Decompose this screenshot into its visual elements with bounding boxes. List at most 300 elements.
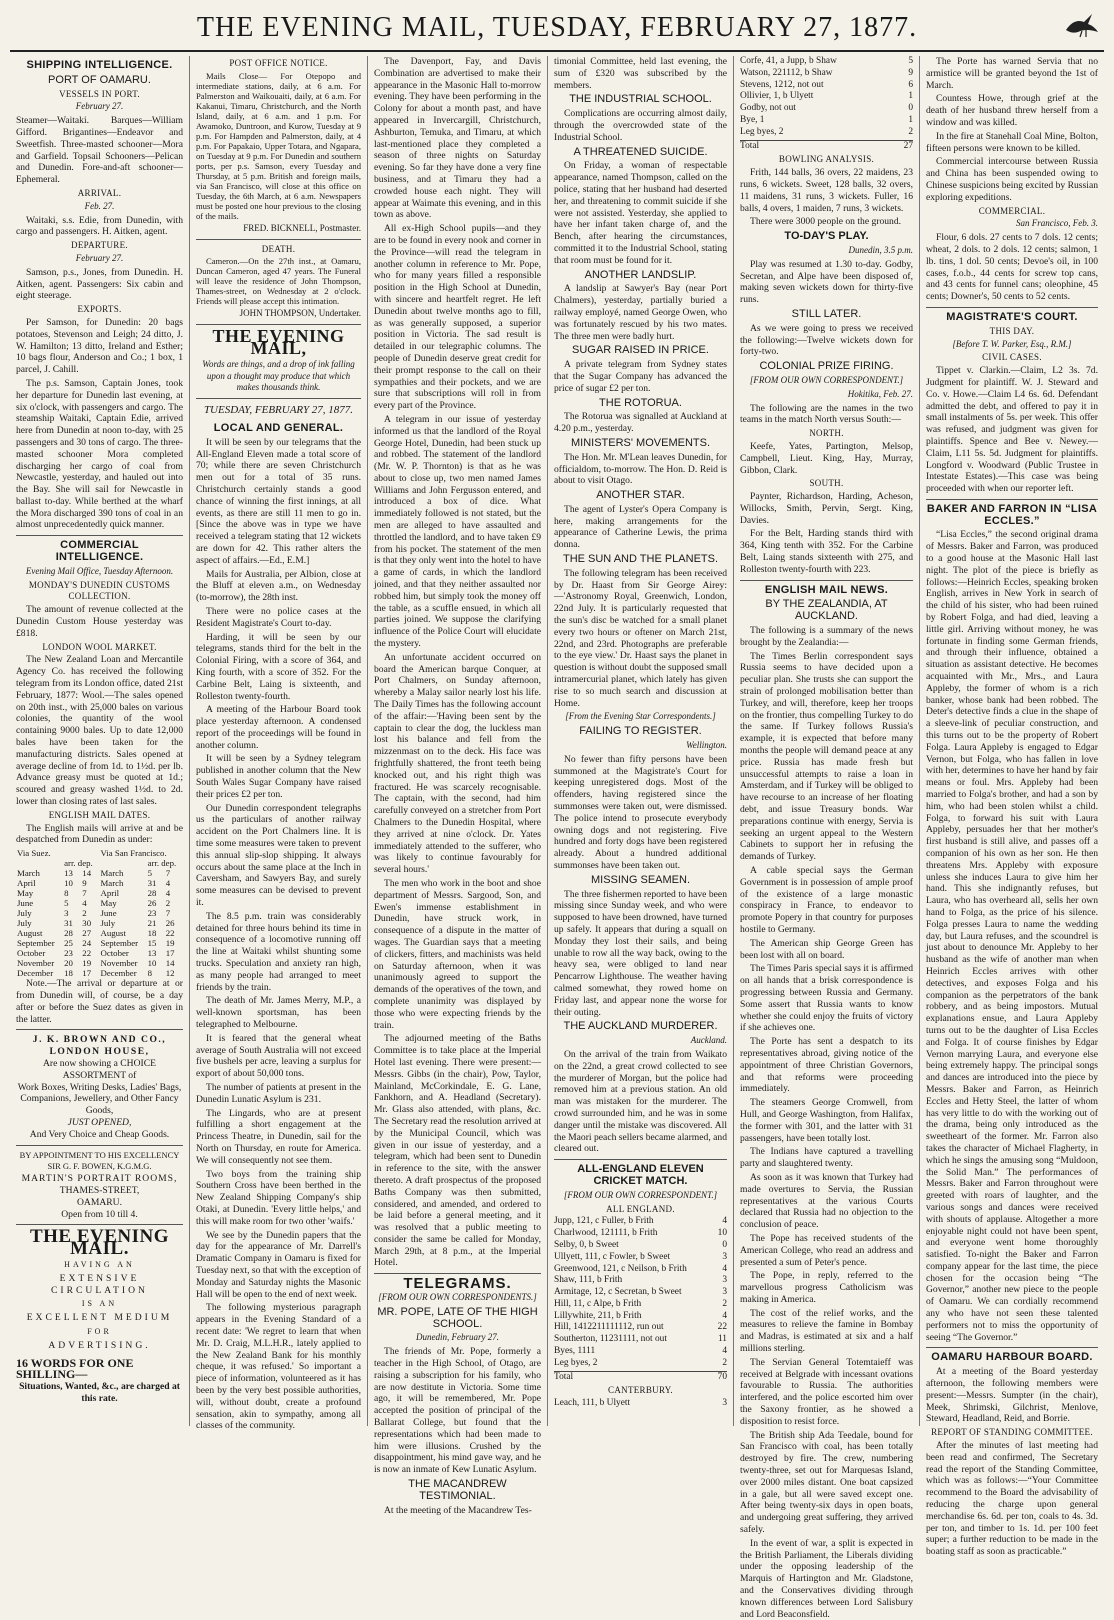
runs: 6 (908, 79, 913, 90)
mail-cell: 13 (147, 948, 157, 959)
local-general-body (196, 437, 361, 1432)
paragraph: There were no police cases at the Resident Magistrate's Court to-day. (196, 605, 361, 629)
ad-line: Open from 10 till 4. (61, 1208, 138, 1220)
mail-cell: September (100, 938, 139, 949)
sugar-text: A private telegram from Sydney states that the Sugar Company has advanced the price of sugar £2 per ton. (554, 359, 727, 394)
mail-cell: 4 (165, 888, 171, 899)
paragraph: The death of Mr. James Merry, M.P., a well-known sportsman, has been telegraphed to Melbourne. (196, 995, 361, 1031)
post-office-heading: POST OFFICE NOTICE. (229, 58, 328, 68)
mail-cell: 28 (147, 888, 157, 899)
mail-head-sf: Via San Francisco. (100, 848, 167, 859)
mail-row (16, 898, 183, 908)
exports-text: Per Samson, for Dunedin: 20 bags potatoes, Stevenson and Leigh; 24 ditto, J. W. Hamilton; 13 ditto, Ireland and Esther; 10 bags flour, Anderson and Co.; 1 box, 1 parcel, J. Cahill. (16, 316, 183, 376)
batsman: Watson, 221112, b Shaw (740, 67, 833, 78)
paragraph: The number of patients at present in the Dunedin Lunatic Asylum is 231. (196, 1082, 361, 1105)
paragraph: Mails for Australia, per Albion, close at the Bluff at eleven a.m., on Wednesday (to-morrow), the 28th inst. (196, 568, 361, 604)
paragraph: A telegram in our issue of yesterday informed us that the landlord of the Royal George Hotel, Dunedin, had been stuck up and robbed. The statement of the landlord (Mr. W. P. Thornton) is that as he was about to close up, two men named James Williams and John Fergusson entered, and introduced a box of dice. What immediately followed is not stated, but the men are alleged to have assaulted and throttled the landlord, and to have taken £9 from his pocket. The statement of the men is that they only went into the hotel to have a game of cards, in which the landlord joined, and that they neither assaulted nor robbed him, but simply took the money off the table, as a scuffle ensued, in which all parties joined. We suppose the clarifying influence of the Police Court will elucidate the mystery. (374, 413, 541, 650)
batsman: Greenwood, 121, c Neilson, b Frith (554, 1263, 687, 1274)
score-row (740, 68, 913, 80)
mail-cell: 27 (82, 928, 92, 939)
macandrew-text: At the meeting of the Macandrew Tes- (384, 1504, 532, 1516)
mail-dates-table (16, 848, 183, 978)
mail-sub: arr. dep. (64, 858, 93, 869)
industrial-heading: THE INDUSTRIAL SCHOOL. (569, 93, 712, 106)
still-later-heading: STILL LATER. (791, 307, 862, 320)
runs: 0 (722, 1239, 727, 1250)
separator (196, 324, 361, 325)
mail-cell: 22 (82, 948, 92, 959)
shipping-notes: The p.s. Samson, Captain Jones, took her departure for Dunedin last evening, at six o'clock, with passengers and cargo. The steamship Waitaki, Captain Edie, arrived here from Dunedin at noon to-day, with 25 passengers and 30 tons of cargo. The three-masted schooner Mora completed discharging her cargo of coal from Newcastle, yesterday, and hauled out into the Bay. She will sail for Newcastle in ballast to-day. While berthed at the wharf the Mora discharged 390 tons of coal in an almost unprecedentedly quick manner. (16, 377, 183, 531)
paragraph: Countess Howe, through grief at the death of her husband threw herself from a window and was killed. (926, 93, 1098, 128)
runs: 0 (908, 103, 913, 114)
mail-cell: 10 (147, 958, 157, 969)
mail-cell: 15 (147, 938, 157, 949)
paragraph: The Porte has sent a despatch to its representatives abroad, giving notice of the appointment of three Christian Governors, and that reforms were proceeding immediately. (740, 1036, 913, 1095)
paragraph: The Indians have captured a travelling party and slaughtered twenty. (740, 1146, 913, 1170)
mail-row (16, 918, 183, 928)
england-total (554, 1371, 727, 1384)
vessels-date: February 27. (75, 101, 124, 112)
mail-cell: 8 (147, 968, 153, 979)
sugar-heading: SUGAR RAISED IN PRICE. (572, 344, 709, 357)
paragraph: The Times Berlin correspondent says Russia seems to have decided upon a peculiar plan. She trusts she can support the strain of prolonged mobilisation better than Turkey, and will, therefore, keep her troops on the frontier, thus compelling Turkey to do the same. If Turkey follows Russia's example, it is expected that before many months the people will demand peace at any price. Russia has made fresh but unsuccessful attempts to raise a loan in Amsterdam, and if Turkey will be obliged to have recourse to an increase of her floating debt, and issue Treasury bonds. War preparations continue with energy, Servia is seeking an urgent appeal to the Western Cabinets to support her in refusing the demands of Turkey. (740, 650, 913, 863)
cricket-heading: ALL-ENGLAND ELEVEN CRICKET MATCH. (577, 1163, 704, 1187)
column-6 (920, 56, 1104, 1558)
score-row (740, 56, 913, 68)
separator (16, 535, 183, 536)
star-heading: ANOTHER STAR. (596, 489, 685, 502)
mail-cell: March (100, 878, 124, 889)
paragraph: The British ship Ada Teedale, bound for San Francisco with coal, has been totally destroyed by fire. The crew, numbering twenty-three, set out for Marquesas Island, over 2000 miles distant. One boat capsized in a gale, but all were saved except one. After being twenty-six days in open boats, and undergoing great suffering, they arrived safely. (740, 1429, 913, 1536)
promo-line: IS AN (81, 1299, 118, 1309)
seamen-heading: MISSING SEAMEN. (590, 873, 691, 886)
commercial-heading: COMMERCIAL INTELLIGENCE. (55, 539, 144, 564)
paragraph: In the fire at Stanehall Coal Mine, Bolton, fifteen persons were known to be killed. (926, 130, 1098, 154)
standing-committee-heading: REPORT OF STANDING COMMITTEE. (931, 1427, 1093, 1438)
runs: 4 (722, 1216, 727, 1227)
star-text: The agent of Lyster's Opera Company is here, making arrangements for the appearance of Catherine Lewis, the prima donna. (554, 503, 727, 551)
suicide-heading: A THREATENED SUICIDE. (573, 145, 708, 158)
mail-cell: 7 (82, 888, 87, 899)
mail-cell: April (17, 878, 36, 889)
runs: 4 (722, 1310, 727, 1321)
editorial-title: THE EVENING MAIL, (212, 326, 345, 358)
ad-line: JUST OPENED, (67, 1116, 132, 1128)
paragraph: An unfortunate accident occurred on board the American barque Conquer, at Port Chalmers, on Sunday afternoon, whereby a Malay sailor nearly lost his life. The Daily Times has the following account of the affair:—'Having been sent by the captain to clear the dog, the luckless man lost his balance and fell from the mizzenmast on to the deck. His face was frightfully shattered, the front teeth being knocked out, and his right thigh was fractured. He was scarcely recognisable. The captain, with the second, had him carefully conveyed on a stretcher from Port Chalmers to the Dunedin Hospital, where they arrived at nine o'clock. Dr. Yates immediately attended to the sufferer, who was likely to continue favourably for several hours.' (374, 651, 541, 876)
batsman: Leach, 111, b Ulyett (554, 1398, 631, 1409)
paragraph: We see by the Dunedin papers that the day for the appearance of Mr. Darrell's Dramatic Company in Oamaru is fixed for Tuesday next, so that with the exception of Monday and Saturday nights the Masonic Hall will be open to the end of next week. (196, 1229, 361, 1300)
play-text: Play was resumed at 1.30 to-day. Godby, Secretan, and Alpe have been disposed of, making seven wickets down for thirty-five runs. (740, 258, 913, 306)
mail-cell: 23 (64, 948, 73, 959)
shipping-heading: SHIPPING INTELLIGENCE. (26, 59, 173, 71)
north-text: Keefe, Yates, Partington, Melsop, Campbell, Lieut. King, Hay, Murray, Gibbon, Clark. (740, 440, 913, 476)
mail-row (16, 968, 183, 978)
port-heading: PORT OF OAMARU. (48, 73, 151, 86)
mail-cell: July (17, 918, 32, 929)
south-text: Paynter, Richardson, Harding, Acheson, Willocks, Smith, Pervin, Sergt. King, Davies. (740, 491, 913, 526)
bowling-note: There were 3000 people on the ground. (750, 216, 902, 228)
mail-cell: 4 (165, 878, 171, 889)
column-3 (368, 56, 548, 1516)
departure-date: February 27. (75, 252, 124, 263)
rotorua-heading: THE ROTORUA. (599, 396, 682, 409)
columns (10, 56, 1104, 1620)
separator (926, 1347, 1098, 1348)
england-scores (554, 1216, 727, 1369)
runs: 10 (717, 1228, 727, 1239)
column-4 (548, 56, 734, 1426)
mail-cell: 31 (64, 918, 73, 929)
martin-advert (16, 1150, 183, 1221)
register-dateline: Wellington. (686, 740, 727, 751)
paragraph: The Lingards, who are at present fulfilling a short engagement at the Princess Theatre, in Dunedin, sail for the North on Thursday, en route for America. We will consequently not see them. (196, 1107, 361, 1166)
baker-farron-text: “Lisa Eccles,” the second original drama of Messrs. Baker and Farron, was produced to a good house at the Masonic Hall last night. The plot of the piece is briefly as follows:—Heinrich Eccles, speaking broken English, arrives in New York in search of the child of his sister, who had been ruined by Robert Folga, and had died, leaving a little girl. Arriving without money, he was fortunate in finding some German friends, and through their influence, obtained a situation as assistant detective. He becomes acquainted with Mr., Mrs., and Laura Appleby, the former of whom is a rich banker, whose bank had been robbed. The Deter's detective finds a clue in the shape of a sleeve-link of peculiar construction, and this turns out to be the property of Robert Folga. Laura Appleby is engaged to Edgar Vernon, but Folga, who has fallen in love with her, determines to have her hand by fair means or foul. Mrs. Appleby had been married to Folga's brother, and had a son by him, who had been stolen whilst a child. Folga, to forward his suit with Laura Appleby, persuades her that her mother's first husband is still alive, and passes off a companion of his own as her son. He then threatens Mrs. Appleby with exposure unless she induces Laura to give him her hand. This she indignantly refuses, but Laura, who has overheard all, sells her own hand to Folga, as the price of his silence. Folga presses Laura to name the wedding day, but Laura refuses, and the scoundrel is just about to denounce Mr. Appleby to her husband as the wife of another man when Heinrich Eccles arrives with other detectives, and exposes Folga and his companion as the perpetrators of the bank robbery, and as being impostors. Mutual explanations ensue, and Laura Appleby turns out to be the daughter of Lisa Eccles and Folga. It of course finishes by Edgar Vernon marrying Laura, and everyone else being extremely happy. The principal songs and dances are introduced into the piece by Messrs. Baker and Farron, as Heinrich Eccles and Hetty Steel, the latter of whom has very little to do with the working out of the drama, being only introduced as the sweetheart of the former. Mr. Farron also takes the character of Michael Flagherty, in which he sings the amusing song “Muldoon, the Solid Man.” The performances of Messrs. Baker and Farron throughout were greeted with roars of laughter, and the various songs and dances were received with shouts of applause. Altogether a more enjoyable night could not have been spent, and everyone went home thoroughly satisfied. To-night the Baker and Farron company appear for the last time, the piece chosen for the occasion being “The Governor,” another new piece to the people of Oamaru. We can cordially recommend any who have not seen these talented performers not to miss the opportunity of seeing “The Governor.” (926, 529, 1098, 1343)
batsman: Leg byes, 2 (554, 1357, 598, 1368)
mail-row (16, 958, 183, 968)
baker-farron-heading: BAKER AND FARRON IN “LISA ECCLES.” (926, 502, 1098, 527)
column-5 (734, 56, 920, 1620)
magistrates-heading: MAGISTRATE'S COURT. (946, 310, 1078, 323)
mail-row (16, 888, 183, 898)
paragraph: Harding, it will be seen by our telegrams, stands third for the belt in the Colonial Firing, with a score of 364, and King fourth, with a score of 352. For the Carbine Belt, Laing is sixteenth, and Rolleston twenty-fourth. (196, 631, 361, 702)
paragraph: The adjourned meeting of the Baths Committee is to take place at the Imperial Hotel last evening. There were present:—Messrs. Gibbs (in the chair), Pow, Taylor, Mainland, McCorkindale, E. G. Lane, Fankhorn, and A. Headland (Secretary). Mr. Glass also attended, with plans, &c. The Secretary read the resolution arrived at by the Municipal Council, which was given in our issue of yesterday, and a telegram, which had been sent to Dunedin in reference to the site, with the answer thereto. A draft prospectus of the proposed Baths Company was then submitted, considered, and amended, and ordered to be laid before a general meeting, and it was resolved that a public meeting to consider the same be called for Monday, March 29th, at 8 p.m., at the Imperial Hotel. (374, 1033, 541, 1269)
ad-line: MARTIN'S PORTRAIT ROOMS, (21, 1173, 178, 1185)
mail-head-suez: Via Suez. (17, 848, 51, 859)
mail-cell: May (100, 898, 117, 909)
mail-row (16, 928, 183, 938)
harbour-board-heading: OAMARU HARBOUR BOARD. (931, 1351, 1093, 1364)
batsman: Jupp, 121, c Fuller, b Frith (554, 1216, 654, 1227)
telegrams-sub: [FROM OUR OWN CORRESPONDENTS.] (378, 1292, 537, 1303)
wool-text: The New Zealand Loan and Mercantile Agency Co. has received the following telegram from its London office, dated 21st February, 1877: Wool.—The sales opened on 20th inst., with 25,000 bales on various colonies, the quantity of the wool containing 9000 bales. Up to date 12,000 bales have been taken for the manufacturing districts. Sales opened at average decline of from 1d. to 1½d. per lb. Advance greasy must be quoted at 1d.; scoured and greasy washed 1½d. to 2d. lower than closing rates of last sales. (16, 654, 183, 808)
magistrate-text: Tippet v. Clarkin.—Claim, L2 3s. 7d. Judgment for plaintiff. W. J. Steward and Co. v. Howe.—Claim L4 6s. 6d. Defendant admitted the debt, and offered to pay it in small instalments of 5s. per week. This offer was refused, and judgment was given for plaintiffs. Spence and Bee v. Newey.—Claim, L11 5s. 5d. Judgment for plaintiffs. Longford v. Woodward (Public Trustee in Intestate Estates).—This case was being proceeded with when our reporter left. (926, 365, 1098, 495)
batsman: Corfe, 41, a Jupp, b Shaw (740, 56, 837, 66)
mail-cell: 17 (165, 948, 175, 959)
score-row (554, 1398, 727, 1410)
total-label: Total (554, 1371, 574, 1382)
prize-firing-dateline: Hokitika, Feb. 27. (847, 388, 913, 399)
score-row (554, 1228, 727, 1240)
separator (196, 239, 361, 240)
mail-cell: August (100, 928, 126, 939)
english-mail-continued (926, 56, 1098, 204)
mail-cell: November (17, 958, 55, 969)
total-value: 70 (717, 1371, 727, 1382)
score-row (554, 1346, 727, 1358)
ad-line: BY APPOINTMENT TO HIS EXCELLENCY (19, 1149, 180, 1160)
runs: 1 (908, 114, 913, 125)
paragraph: The Servian General Totemtaieff was received at Belgrade with incessant ovations favourable to Russia. The authorities interfered, and the police escorted him over the Saxony frontier, as he showed a disposition to resist force. (740, 1356, 913, 1427)
batsman: Southerton, 11231111, not out (554, 1334, 667, 1345)
mail-dates-body (16, 868, 183, 978)
mail-cell: 18 (147, 928, 157, 939)
todays-play-heading: TO-DAY'S PLAY. (784, 230, 869, 243)
paragraph: Our Dunedin correspondent telegraphs us the particulars of another railway accident on the Port Chalmers line. It is time some measures were taken to prevent this annual slip-slop shipping. It always occurs about the same place at the Inch in Caversham, and Sawyers Bay, and surely some measures can be devised to prevent it. (196, 802, 361, 909)
ad-name: J. K. BROWN AND CO., LONDON HOUSE, (32, 1034, 167, 1058)
paragraph: As soon as it was known that Turkey had made overtures to Servia, the Russian representatives at the various Courts declared that Russia had no objection to the conclusion of peace. (740, 1171, 913, 1231)
paragraph: The Davenport, Fay, and Davis Combination are advertised to make their appearance in the Masonic Hall to-morrow evening. They have been performing in the Colony for about a month past, and have appeared in Invercargill, Christchurch, Ashburton, Temuka, and Timaru, at which last-mentioned place they completed a season of three nights on Saturday evening. So far they have done a very fine business, and at Timaru they had a crowded house each night. They will appear at Waimate this evening, and in this town as above. (374, 56, 541, 221)
customs-heading: MONDAY'S DUNEDIN CUSTOMS COLLECTION. (28, 579, 171, 602)
batsman: Bye, 1 (740, 114, 765, 125)
batsman: Charlwood, 121111, b Frith (554, 1228, 658, 1239)
mail-cell: 7 (165, 908, 171, 919)
runs: 3 (722, 1251, 727, 1262)
mail-cell: 5 (147, 868, 153, 879)
rotorua-text: The Rotorua was signalled at Auckland at 4.20 p.m., yesterday. (554, 411, 727, 435)
paragraph: The following is a summary of the news brought by the Zealandia:— (740, 625, 913, 648)
mail-row (16, 878, 183, 888)
separator (16, 1224, 183, 1225)
batsman: Byes, 1111 (554, 1346, 596, 1357)
column-1 (10, 56, 190, 1426)
pope-heading: MR. POPE, LATE OF THE HIGH SCHOOL. (377, 1305, 538, 1330)
batsman: Leg byes, 2 (740, 126, 784, 137)
canterbury-scores (740, 56, 913, 139)
departure-heading: DEPARTURE. (71, 240, 128, 251)
vessels-heading: VESSELS IN PORT. (59, 88, 140, 99)
paragraph: It will be seen by a Sydney telegram published in another column that the New South Wales Sugar Company have raised their prices £2 per ton. (196, 753, 361, 800)
ad-line: OAMARU. (76, 1196, 123, 1208)
runs: 11 (717, 1334, 727, 1345)
mail-row (16, 868, 183, 878)
canterbury-heading: CANTERBURY. (608, 1385, 673, 1396)
sun-text: The following telegram has been received by Dr. Haast from Sir George Airey:—'Astronomy Royal, Greenwich, London, 22nd July. It is particularly requested that the sun's disc be watched for a small planet every two hours or oftener on March 21st, 22nd, and 23rd. Photographs are preferable to the eye view.' Dr. Haast says the planet in question is without doubt the supposed small intramercurial planet, which lately has given rise to so much search and discussion at Home. (554, 567, 727, 709)
paragraph: A meeting of the Harbour Board took place yesterday afternoon. A condensed report of the proceedings will be found in another column. (196, 704, 361, 751)
bowling-heading: BOWLING ANALYSIS. (778, 154, 875, 165)
score-row (554, 1216, 727, 1228)
canterbury-total (740, 140, 913, 153)
mail-cell: July (17, 908, 32, 919)
mail-cell: 26 (147, 898, 157, 909)
vessels-list: Steamer—Waitaki. Barques—William Gifford. Brigantines—Endeavor and Sweetfish. Three-masted schooner—Mora and Garfield. Topsail Schooners—Pelican and Dunedin. Fore-and-aft schooner—Ephemeral. (16, 115, 183, 186)
mail-cell: June (17, 898, 34, 909)
paragraph: The following mysterious paragraph appears in the Evening Standard of a recent date: 'We regret to learn that when Mr. D. Craig, M.L.H.R., lately applied to the New Zealand Bank for his monthly cheque, it was refused.' So important a piece of information, volunteered as it has been by the very best possible authorities, will, without doubt, create a profound sensation, akin to sympathy, among all classes of the community. (196, 1302, 361, 1432)
telegrams-heading: TELEGRAMS. (403, 1275, 512, 1293)
mail-cell: 4 (82, 898, 87, 909)
mail-cell: 12 (165, 968, 175, 979)
score-row (554, 1358, 727, 1370)
masthead-title: THE EVENING MAIL, TUESDAY, FEBRUARY 27, 1877. (196, 12, 918, 43)
paragraph: It will be seen by our telegrams that the All-England Eleven made a total score of 70; while there are seven Christchurch men out for a total of 35 runs. Christchurch certainly stands a good chance of winning the first innings, at all events, as there are still 11 men to go in. [Since the above was in type we have received a telegram stating that 12 wickets are down for 42. This rather alters the aspect of affairs.—Ed., E.M.] (196, 436, 361, 566)
mail-cell: December (100, 968, 137, 979)
score-row (554, 1264, 727, 1276)
magistrate-before: [Before T. W. Parker, Esq., R.M.] (952, 338, 1072, 349)
score-row (554, 1252, 727, 1264)
all-england-heading: ALL ENGLAND. (606, 1203, 675, 1214)
runs: 2 (722, 1357, 727, 1368)
batsman: Selby, 0, b Sweet (554, 1239, 619, 1250)
industrial-text: Complications are occurring almost daily, through the overcrowded state of the Industrial School. (554, 108, 727, 143)
mail-cell: 23 (147, 908, 157, 919)
cricket-sub: [FROM OUR OWN CORRESPONDENT.] (563, 1189, 718, 1200)
score-row (740, 80, 913, 92)
mail-cell: 26 (165, 918, 175, 929)
mail-cell: August (17, 928, 43, 939)
paragraph: The Pope has received students of the American College, who read an address and presented a sum of Peter's pence. (740, 1232, 913, 1268)
mail-cell: 20 (64, 958, 73, 969)
harbour-board-text: At a meeting of the Board yesterday afternoon, the following members were present:—Messrs. Sumpter (in the chair), Meek, Shrimski, Gilchrist, Menlove, Steward, Headland, Reid, and Borrie. (926, 1366, 1098, 1425)
pope-dateline: Dunedin, February 27. (416, 1332, 499, 1343)
batsman: Armitage, 12, c Secretan, b Sweet (554, 1287, 682, 1298)
mail-row (16, 948, 183, 958)
separator (926, 499, 1098, 500)
paragraph: It is feared that the general wheat average of South Australia will not exceed five bushels per acre, leaving a surplus for export of about 50,000 tons. (196, 1032, 361, 1080)
score-row (554, 1299, 727, 1311)
mail-cell: 30 (82, 918, 92, 929)
mail-cell: 7 (165, 868, 171, 879)
register-heading: FAILING TO REGISTER. (579, 725, 702, 738)
batsman: Stevens, 1212, not out (740, 79, 824, 90)
mail-cell: 2 (165, 898, 171, 909)
mail-cell: April (100, 888, 120, 899)
score-row (554, 1322, 727, 1334)
arrival-text: Waitaki, s.s. Edie, from Dunedin, with cargo and passengers. H. Aitken, agent. (16, 214, 183, 238)
mail-cell: November (100, 958, 138, 969)
local-general-heading: LOCAL AND GENERAL. (213, 421, 344, 434)
score-row (554, 1275, 727, 1287)
mail-cell: 14 (165, 958, 175, 969)
mail-cell: 31 (147, 878, 157, 889)
mail-cell: 17 (82, 968, 92, 979)
death-text: Cameron.—On the 27th inst., at Oamaru, Duncan Cameron, aged 47 years. The Funeral will leave the residence of John Thompson, Thames-street, on Wednesday at 2 o'clock. Friends will please accept this intimation. (196, 256, 361, 307)
mail-cell: 18 (64, 968, 73, 979)
customs-text: The amount of revenue collected at the Dunedin Custom House yesterday was £818. (16, 604, 183, 639)
runs: 22 (717, 1322, 727, 1333)
mail-cell: 19 (82, 958, 92, 969)
paragraph: The cost of the relief works, and the measures to relieve the famine in Bombay and Madras, is estimated at six and a half millions sterling. (740, 1307, 913, 1355)
score-row (740, 115, 913, 127)
separator (926, 307, 1098, 308)
mail-cell: 5 (64, 898, 69, 909)
north-heading: NORTH. (809, 428, 844, 439)
this-day: THIS DAY. (989, 325, 1035, 336)
mail-sub: arr. dep. (147, 858, 177, 869)
batsman: Ullyett, 111, c Fowler, b Sweet (554, 1251, 671, 1262)
score-row (554, 1240, 727, 1252)
mail-cell: 24 (82, 938, 92, 949)
ministers-heading: MINISTERS' MOVEMENTS. (571, 436, 710, 449)
promo-title: THE EVENING MAIL. (29, 1226, 170, 1260)
masthead (0, 8, 1114, 48)
death-heading: DEATH. (261, 243, 296, 254)
mail-cell: 14 (82, 868, 92, 879)
post-office-sign: FRED. BICKNELL, Postmaster. (243, 222, 361, 233)
runs: 4 (722, 1263, 727, 1274)
commercial-text: Flour, 6 dols. 27 cents to 7 dols. 12 cents; wheat, 2 dols. to 2 dols. 12 cents; salmon, 1 lb. tins, 1 dol. 50 cents; Devoe's oil, in 100 cases, f.o.b., 44 cents for screw top cans, and 43 cents for funnel cans; oleophine, 45 cents; Downer's, 50 cents to 52 cents. (926, 232, 1098, 303)
commercial-dateline: San Francisco, Feb. 3. (1016, 218, 1098, 229)
runs: 2 (908, 126, 913, 137)
mail-cell: March (17, 868, 40, 879)
paragraph: The Pope, in reply, referred to the marvellous progress Catholicism was making in America. (740, 1270, 913, 1305)
batsman: Hill, 1412211111112, run out (554, 1322, 664, 1333)
promo-line: ADVERTISING. (48, 1339, 151, 1351)
batsman: Ollivier, 1, b Ulyett (740, 91, 814, 102)
mail-intro: The English mails will arrive at and be despatched from Dunedin as under: (16, 822, 183, 846)
score-row (554, 1311, 727, 1323)
score-row (554, 1334, 727, 1346)
brown-advert (16, 1034, 183, 1140)
mail-note: Note.—The arrival or departure at or from Dunedin will, of course, be a day after or before the Suez dates as given in the latter. (16, 978, 183, 1025)
runs: 3 (722, 1398, 727, 1409)
prize-firing-heading: COLONIAL PRIZE FIRING. (759, 360, 894, 373)
belt-text: For the Belt, Harding stands third with 364, King tenth with 352. For the Carbine Belt, Laing stands sixteenth with 275, and Rolleston twenty-fourth with 223. (740, 528, 913, 575)
commercial-heading: COMMERCIAL. (978, 205, 1046, 216)
evening-star-sub: [From the Evening Star Correspondents.] (565, 711, 716, 722)
runs: 5 (908, 56, 913, 66)
office-line: Evening Mail Office, Tuesday Afternoon. (25, 565, 174, 576)
mail-cell: May (17, 888, 34, 899)
runs: 1 (908, 91, 913, 102)
landslip-text: A landslip at Sawyer's Bay (near Port Chalmers), yesterday, partially buried a railway employé, named George Owen, who was fortunately rescued by his two mates. The three men were badly hurt. (554, 283, 727, 342)
runs: 3 (722, 1275, 727, 1286)
bowling-text: Frith, 144 balls, 36 overs, 22 maidens, 23 runs, 6 wickets. Sweet, 128 balls, 32 overs, 11 maidens, 31 runs, 3 wickets. Fuller, 16 balls, 4 overs, 1 maiden, 7 runs, 3 wickets. (740, 167, 913, 214)
mail-cell: 21 (147, 918, 157, 929)
column-2 (190, 56, 368, 1432)
register-text: No fewer than fifty persons have been summoned at the Magistrate's Court for keeping unregistered dogs. Most of the offenders, having registered since the summonses were taken out, were dismissed. The police intend to prosecute everybody owning dogs and not registering. Five hundred and forty dogs have been registered already. About a hundred additional summonses have been taken out. (554, 753, 727, 871)
batsman: Godby, not out (740, 103, 796, 114)
paragraph: The steamers George Cromwell, from Hull, and George Washington, from Halifax, the former with 301, and the latter with 31 passengers, have been totally lost. (740, 1097, 913, 1144)
arrival-heading: ARRIVAL. (77, 187, 122, 198)
separator (740, 580, 913, 581)
mail-cell: March (100, 868, 124, 879)
pope-text: The friends of Mr. Pope, formerly a teacher in the High School, of Otago, are raising a subscription for his family, who are now destitute in Victoria. Some time ago, it will be remembered, Mr. Pope accepted the position of principal of the Ballarat College, but found that the representations which had been made to him were illusions. Crushed by the disappointment, his mind gave way, and he is now an inmate of Kew Lunatic Asylum. (374, 1346, 541, 1476)
landslip-heading: ANOTHER LANDSLIP. (584, 268, 697, 281)
mail-cell: July (100, 918, 116, 929)
total-label: Total (740, 140, 760, 151)
paragraph: A cable special says the German Government is in possession of ample proof of the existence of a large monastic conspiracy in France, to endeavor to promote Popery in that country for purposes hostile to Germany. (740, 865, 913, 935)
auckland-dateline: Auckland. (690, 1035, 727, 1046)
masthead-rule (10, 50, 1104, 52)
paragraph: The 8.5 p.m. train was considerably detained for three hours behind its time in consequence of a locomotive running off the line at Waitaki whilst shunting some trucks. Speculation and anxiety ran high, as many people had arranged to meet friends by the train. (196, 910, 361, 993)
mail-cell: December (17, 968, 54, 979)
batsman: Shaw, 111, b Frith (554, 1275, 623, 1286)
promo-line: EXCELLENT MEDIUM (26, 1312, 173, 1324)
separator (554, 1159, 727, 1160)
sun-heading: THE SUN AND THE PLANETS. (562, 553, 719, 566)
mail-cell: 13 (64, 868, 73, 879)
macandrew-continued: timonial Committee, held last evening, the sum of £320 was subscribed by the members. (554, 56, 727, 91)
ad-line: Work Boxes, Writing Desks, Ladies' Bags, Companions, Jewellery, and Other Fancy Goods, (17, 1081, 182, 1117)
death-sign: JOHN THOMPSON, Undertaker. (239, 308, 361, 319)
mail-dates-heading: ENGLISH MAIL DATES. (48, 809, 151, 820)
english-mail-heading: ENGLISH MAIL NEWS. (764, 583, 889, 596)
suicide-text: On Friday, a woman of respectable appearance, named Thompson, called on the police, stating that her husband had deserted her, and threatening to commit suicide if she were not assisted. Yesterday, she applied to have her infant taken charge of, and the Bench, after hearing the circumstances, committed it to the Industrial School, stating that room must be found for it. (554, 160, 727, 266)
ministers-text: The Hon. Mr. M'Lean leaves Dunedin, for officialdom, to-morrow. The Hon. D. Reid is about to visit Otago. (554, 451, 727, 487)
paragraph: In the event of war, a split is expected in the British Parliament, the Liberals dividing under the opposing leadership of the Marquis of Hartington and Mr. Gladstone, and the Conservatives dividing through known differences between Lord Salisbury and Lord Beaconsfield. (740, 1537, 913, 1620)
runs: 4 (722, 1346, 727, 1357)
runs: 9 (908, 67, 913, 78)
editorial-motto: Words are things, and a drop of ink falling upon a thought may produce that which makes thousands think. (202, 358, 355, 393)
paragraph: The Porte has warned Servia that no armistice will be granted beyond the 1st of March. (926, 56, 1098, 91)
separator (16, 1145, 183, 1146)
separator (374, 1273, 541, 1274)
standing-committee-text: After the minutes of last meeting had been read and confirmed, The Secretary read the report of the Standing Committee, which was as follows:—“Your Committee recommend to the Board the advisability of reducing the charge upon general merchandise 6s. 6d. per ton, coals to 4s. 3d. per ton, and timber to 1s. 1d. per 100 feet super; a further reduction to be made in the boating staff as soon as practicable.” (926, 1440, 1098, 1558)
promo-line: 16 WORDS FOR ONE SHILLING— (16, 1355, 134, 1382)
mail-cell: 25 (64, 938, 73, 949)
mail-cell: 10 (64, 878, 73, 889)
ad-line: And Very Choice and Cheap Goods. (29, 1128, 170, 1140)
mail-cell: September (17, 938, 55, 949)
paragraph: Two boys from the training ship Southern Cross have been berthed in the New Zealand Shipping Company's ship Otaki, at Dunedin. 'Every little helps,' and this will make room for two other 'waifs.' (196, 1168, 361, 1227)
seamen-text: The three fishermen reported to have been missing since Sunday week, and who were supposed to have been drowned, have turned up safely. It appears that during a squall on Monday they lost their sails, and being unable to row all the way back, owing to the heavy sea, were obliged to land near Pencarrow Lighthouse. The weather having calmed somewhat, they rowed home on Friday last, and appear none the worse for their outing. (554, 888, 727, 1018)
runs: 3 (722, 1287, 727, 1298)
english-mail-body (740, 625, 913, 1620)
ad-line: THAMES-STREET, (59, 1184, 140, 1196)
separator (196, 398, 361, 399)
total-value: 27 (903, 140, 913, 151)
mail-cell: October (17, 948, 46, 959)
promo-line: HAVING AN (64, 1259, 135, 1269)
